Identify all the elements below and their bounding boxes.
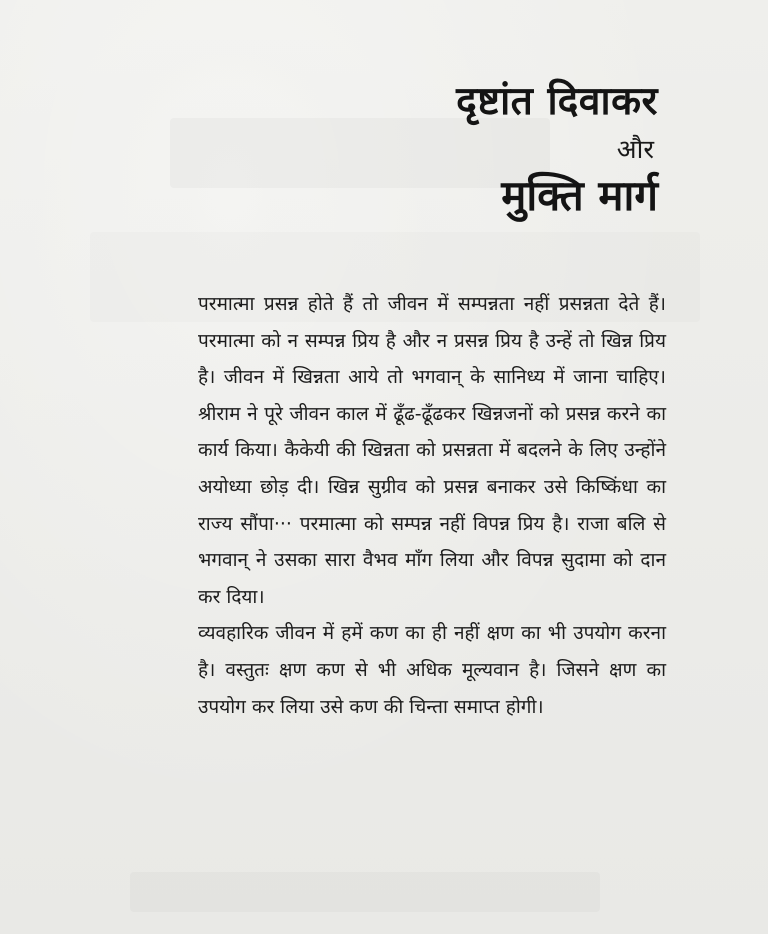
book-title [456,78,658,222]
body-text [198,286,666,725]
paragraph-1: परमात्मा प्रसन्न होते हैं तो जीवन में सम्पन्नता नहीं प्रसन्नता देते हैं। परमात्मा को न सम्पन्न प्रिय है और न प्रसन्न प्रिय है उन्हें तो खिन्न प्रिय है। जीवन में खिन्नता आये तो भगवान् के सानिध्य में जाना चाहिए। श्रीराम ने पूरे जीवन काल में ढूँढ-ढूँढकर खिन्नजनों को प्रसन्न करने का कार्य किया। कैकेयी की खिन्नता को प्रसन्नता में बदलने के लिए उन्होंने अयोध्या छोड़ दी। खिन्न सुग्रीव को प्रसन्न बनाकर उसे किष्किंधा का राज्य सौंपा··· परमात्मा को सम्पन्न नहीं विपन्न प्रिय है। राजा बलि से भगवान् ने उसका सारा वैभव माँग लिया और विपन्न सुदामा को दान कर दिया। [198,293,666,608]
bleed-through-shadow [130,872,600,912]
title-line-1: दृष्टांत दिवाकर [456,79,658,124]
title-line-2: और [616,135,654,165]
title-line-3: मुक्ति मार्ग [501,171,658,220]
paragraph-2: व्यवहारिक जीवन में हमें कण का ही नहीं क्षण का भी उपयोग करना है। वस्तुतः क्षण कण से भी अधिक मूल्यवान है। जिसने क्षण का उपयोग कर लिया उसे कण की चिन्ता समाप्त होगी। [198,622,666,718]
